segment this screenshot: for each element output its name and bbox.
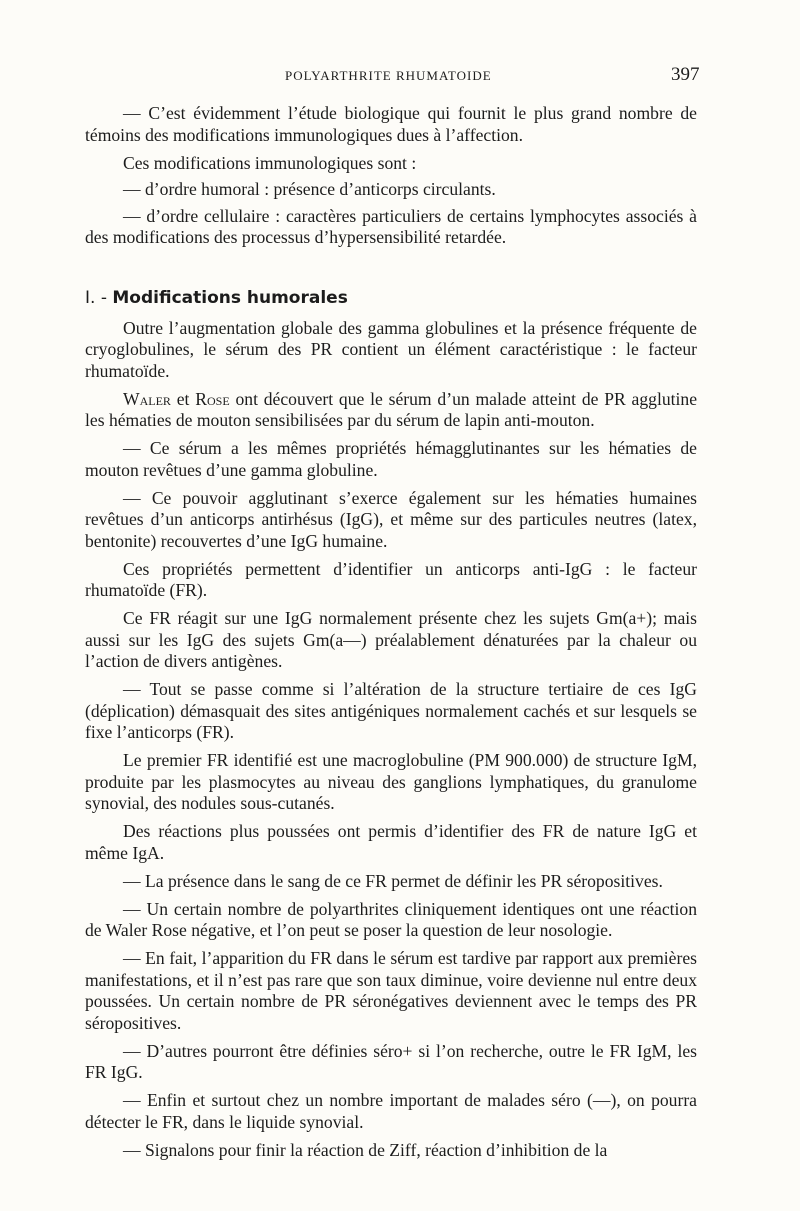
paragraph-8: Le premier FR identifié est une macroglobuline (PM 900.000) de structure IgM, produite par les plasmocytes au niveau des ganglions lymphatiques, du granulome synovial, des nodules sous-cutanés. — [85, 750, 697, 813]
paragraph-9: Des réactions plus poussées ont permis d’identifier des FR de nature IgG et même IgA. — [85, 821, 697, 863]
paragraph-14: — Enfin et surtout chez un nombre important de malades séro (—), on pourra détecter le FR, dans le liquide synovial. — [85, 1090, 697, 1132]
author-rose: Rose — [195, 388, 230, 409]
paragraph-4: — Ce pouvoir agglutinant s’exerce également sur les hématies humaines revêtues d’un anticorps antirhésus (IgG), et même sur des particules neutres (latex, bentonite) recouvertes d’une IgG humaine. — [85, 487, 697, 551]
intro-paragraph-2: Ces modifications immunologiques sont : — [123, 152, 417, 173]
paragraph-6: Ce FR réagit sur une IgG normalement présente chez les sujets Gm(a+); mais aussi sur les IgG des sujets Gm(a—) préalablement dénaturées par la chaleur ou l’action de divers antigènes. — [85, 608, 697, 671]
author-waler: Waler — [123, 388, 171, 409]
paragraph-5: Ces propriétés permettent d’identifier un anticorps anti-IgG : le facteur rhumatoïde (FR). — [85, 558, 697, 600]
section-number: I. - — [85, 287, 107, 308]
paragraph-15: — Signalons pour finir la réaction de Ziff, réaction d’inhibition de la — [123, 1139, 608, 1160]
section-title: Modifications humorales — [112, 287, 348, 308]
running-title: POLYARTHRITE RHUMATOIDE — [285, 68, 492, 83]
paragraph-waler-rose-text: ont découvert que le sérum d’un malade atteint de PR agglutine les hématies de mouton sensibilisées par du sérum de lapin anti-mouton. — [85, 388, 698, 430]
conjunction: et — [176, 388, 190, 409]
paragraph-11: — Un certain nombre de polyarthrites cliniquement identiques ont une réaction de Waler Rose négative, et l’on peut se poser la question de leur nosologie. — [85, 898, 697, 940]
intro-paragraph-3: — d’ordre humoral : présence d’anticorps circulants. — [123, 179, 496, 199]
paragraph-12: — En fait, l’apparition du FR dans le sérum est tardive par rapport aux premières manifestations, et il n’est pas rare que son taux diminue, voire devienne nul entre deux poussées. Un certain nombre de PR séronégatives deviennent avec le temps des PR séropositives. — [85, 948, 697, 1033]
paragraph-10: — La présence dans le sang de ce FR permet de définir les PR séropositives. — [123, 870, 663, 891]
paragraph-13: — D’autres pourront être définies séro+ si l’on recherche, outre le FR IgM, les FR IgG. — [85, 1040, 697, 1082]
paragraph-waler-rose — [85, 389, 697, 432]
body-text — [85, 103, 697, 1168]
paragraph-3: — Ce sérum a les mêmes propriétés hémagglutinantes sur les hématies de mouton revêtues d’une gamma globuline. — [85, 438, 697, 480]
intro-paragraph-4: — d’ordre cellulaire : caractères particuliers de certains lymphocytes associés à des modifications des processus d’hypersensibilité retardée. — [85, 205, 697, 247]
intro-paragraph-1: — C’est évidemment l’étude biologique qui fournit le plus grand nombre de témoins des modifications immunologiques dues à l’affection. — [85, 103, 697, 145]
section-heading — [85, 287, 697, 309]
paragraph-rheumatoid-factor: Outre l’augmentation globale des gamma globulines et la présence fréquente de cryoglobulines, le sérum des PR contient un élément caractéristique : le facteur rhumatoïde. — [85, 317, 697, 381]
page-number: 397 — [671, 64, 700, 85]
paragraph-7: — Tout se passe comme si l’altération de la structure tertiaire de ces IgG (déplication) démasquait des sites antigéniques normalement cachés et sur lesquels se fixe l’anticorps (FR). — [85, 679, 697, 742]
running-header — [0, 64, 800, 86]
